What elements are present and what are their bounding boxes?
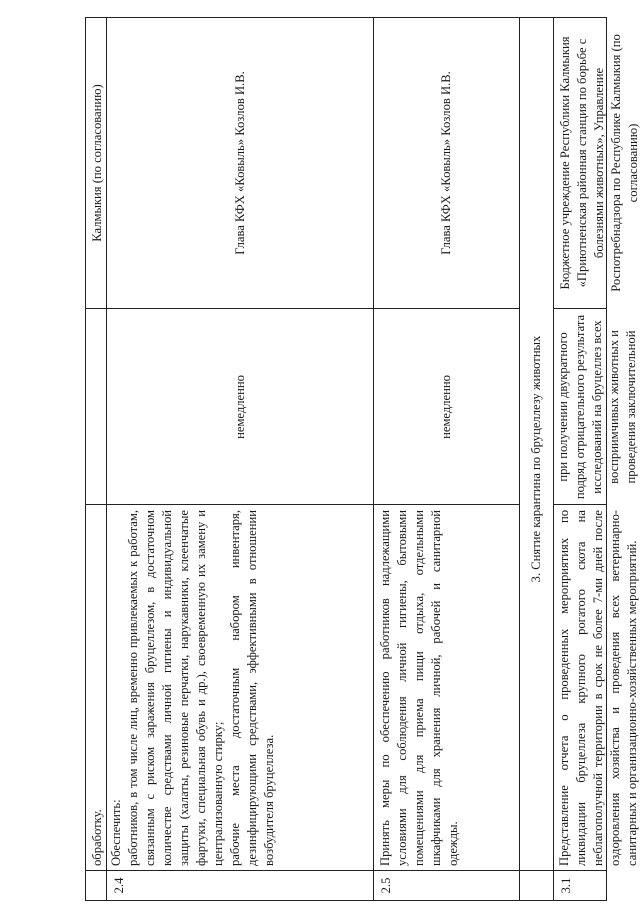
row-2-5-description: Принять меры по обеспечению работников надлежащими условиями для соблюдения личной гигиены, бытовыми помещениями для приема пищи отдыха, отдельными шкафчиками для хранения личной, рабочей и санитарной одежды. [378,510,460,866]
row-2-4-deadline: немедленно [232,375,247,439]
row-2-4-desc-line-3: рабочие места достаточным набором инвентаря, дезинфицирующими средствами, эффективными в отношении возбудителя бруцеллеза. [228,510,276,866]
row-divider-3 [519,18,520,900]
section-3-title: 3. Снятие карантина по бруцеллезу животных [529,335,543,583]
col-divider-deadline [86,308,519,309]
row-2-4-desc-line-2: работников, в том числе лиц, временно привлекаемых к работам, связанным с риском заражения бруцеллезом, в достаточном количестве средствами личной гигиены и индивидуальной защиты (халаты, резиновые перчатки, нарукавники, клеенчатые фартуки, специальная обувь и др.), своевременную их замену и централизованную стирку; [126,510,225,866]
row-3-1-deadline: при получении двукратного подряд отрицательного результата исследований на бруцеллез всех восприимчивых животных и проведения заключительной [556,314,638,500]
col-divider-deadline-lower [553,308,606,309]
row-2-4-responsible: Глава КФХ «Ковыль» Козлов И.В. [232,71,247,255]
row-3-1-responsible: Бюджетное учреждение Республики Калмыкия «Приютненская районная станция по борьбе с болезнями животных», Управление Роспотребнадзора по Республике Калмыкия (по согласованию) [558,34,640,292]
row-2-4-description [107,506,373,870]
row-2-5-deadline: немедленно [439,375,453,439]
row-3-1-description: Представление отчета о проведенных мероприятиях по ликвидации бруцеллеза крупного рогатого скота на неблагополучной территории в срок не более 7-ми дней после оздоровления хозяйства и проведения всех ветеринарно-санитарных и организационно-хозяйственных мероприятий. [557,510,639,866]
top-row-description: обработку. [90,809,104,866]
top-row-responsible: Калмыкия (по согласованию) [90,84,104,242]
row-2-4-number: 2.4 [112,877,126,894]
row-2-5-number: 2.5 [379,877,393,894]
row-2-5-responsible: Глава КФХ «Ковыль» Козлов И.В. [439,71,453,255]
measures-table [85,17,640,901]
col-divider-description-lower [553,504,606,505]
row-3-1-number: 3.1 [559,877,573,894]
col-divider-description [86,504,519,505]
row-2-4-desc-line-1: Обеспечить: [109,799,123,866]
